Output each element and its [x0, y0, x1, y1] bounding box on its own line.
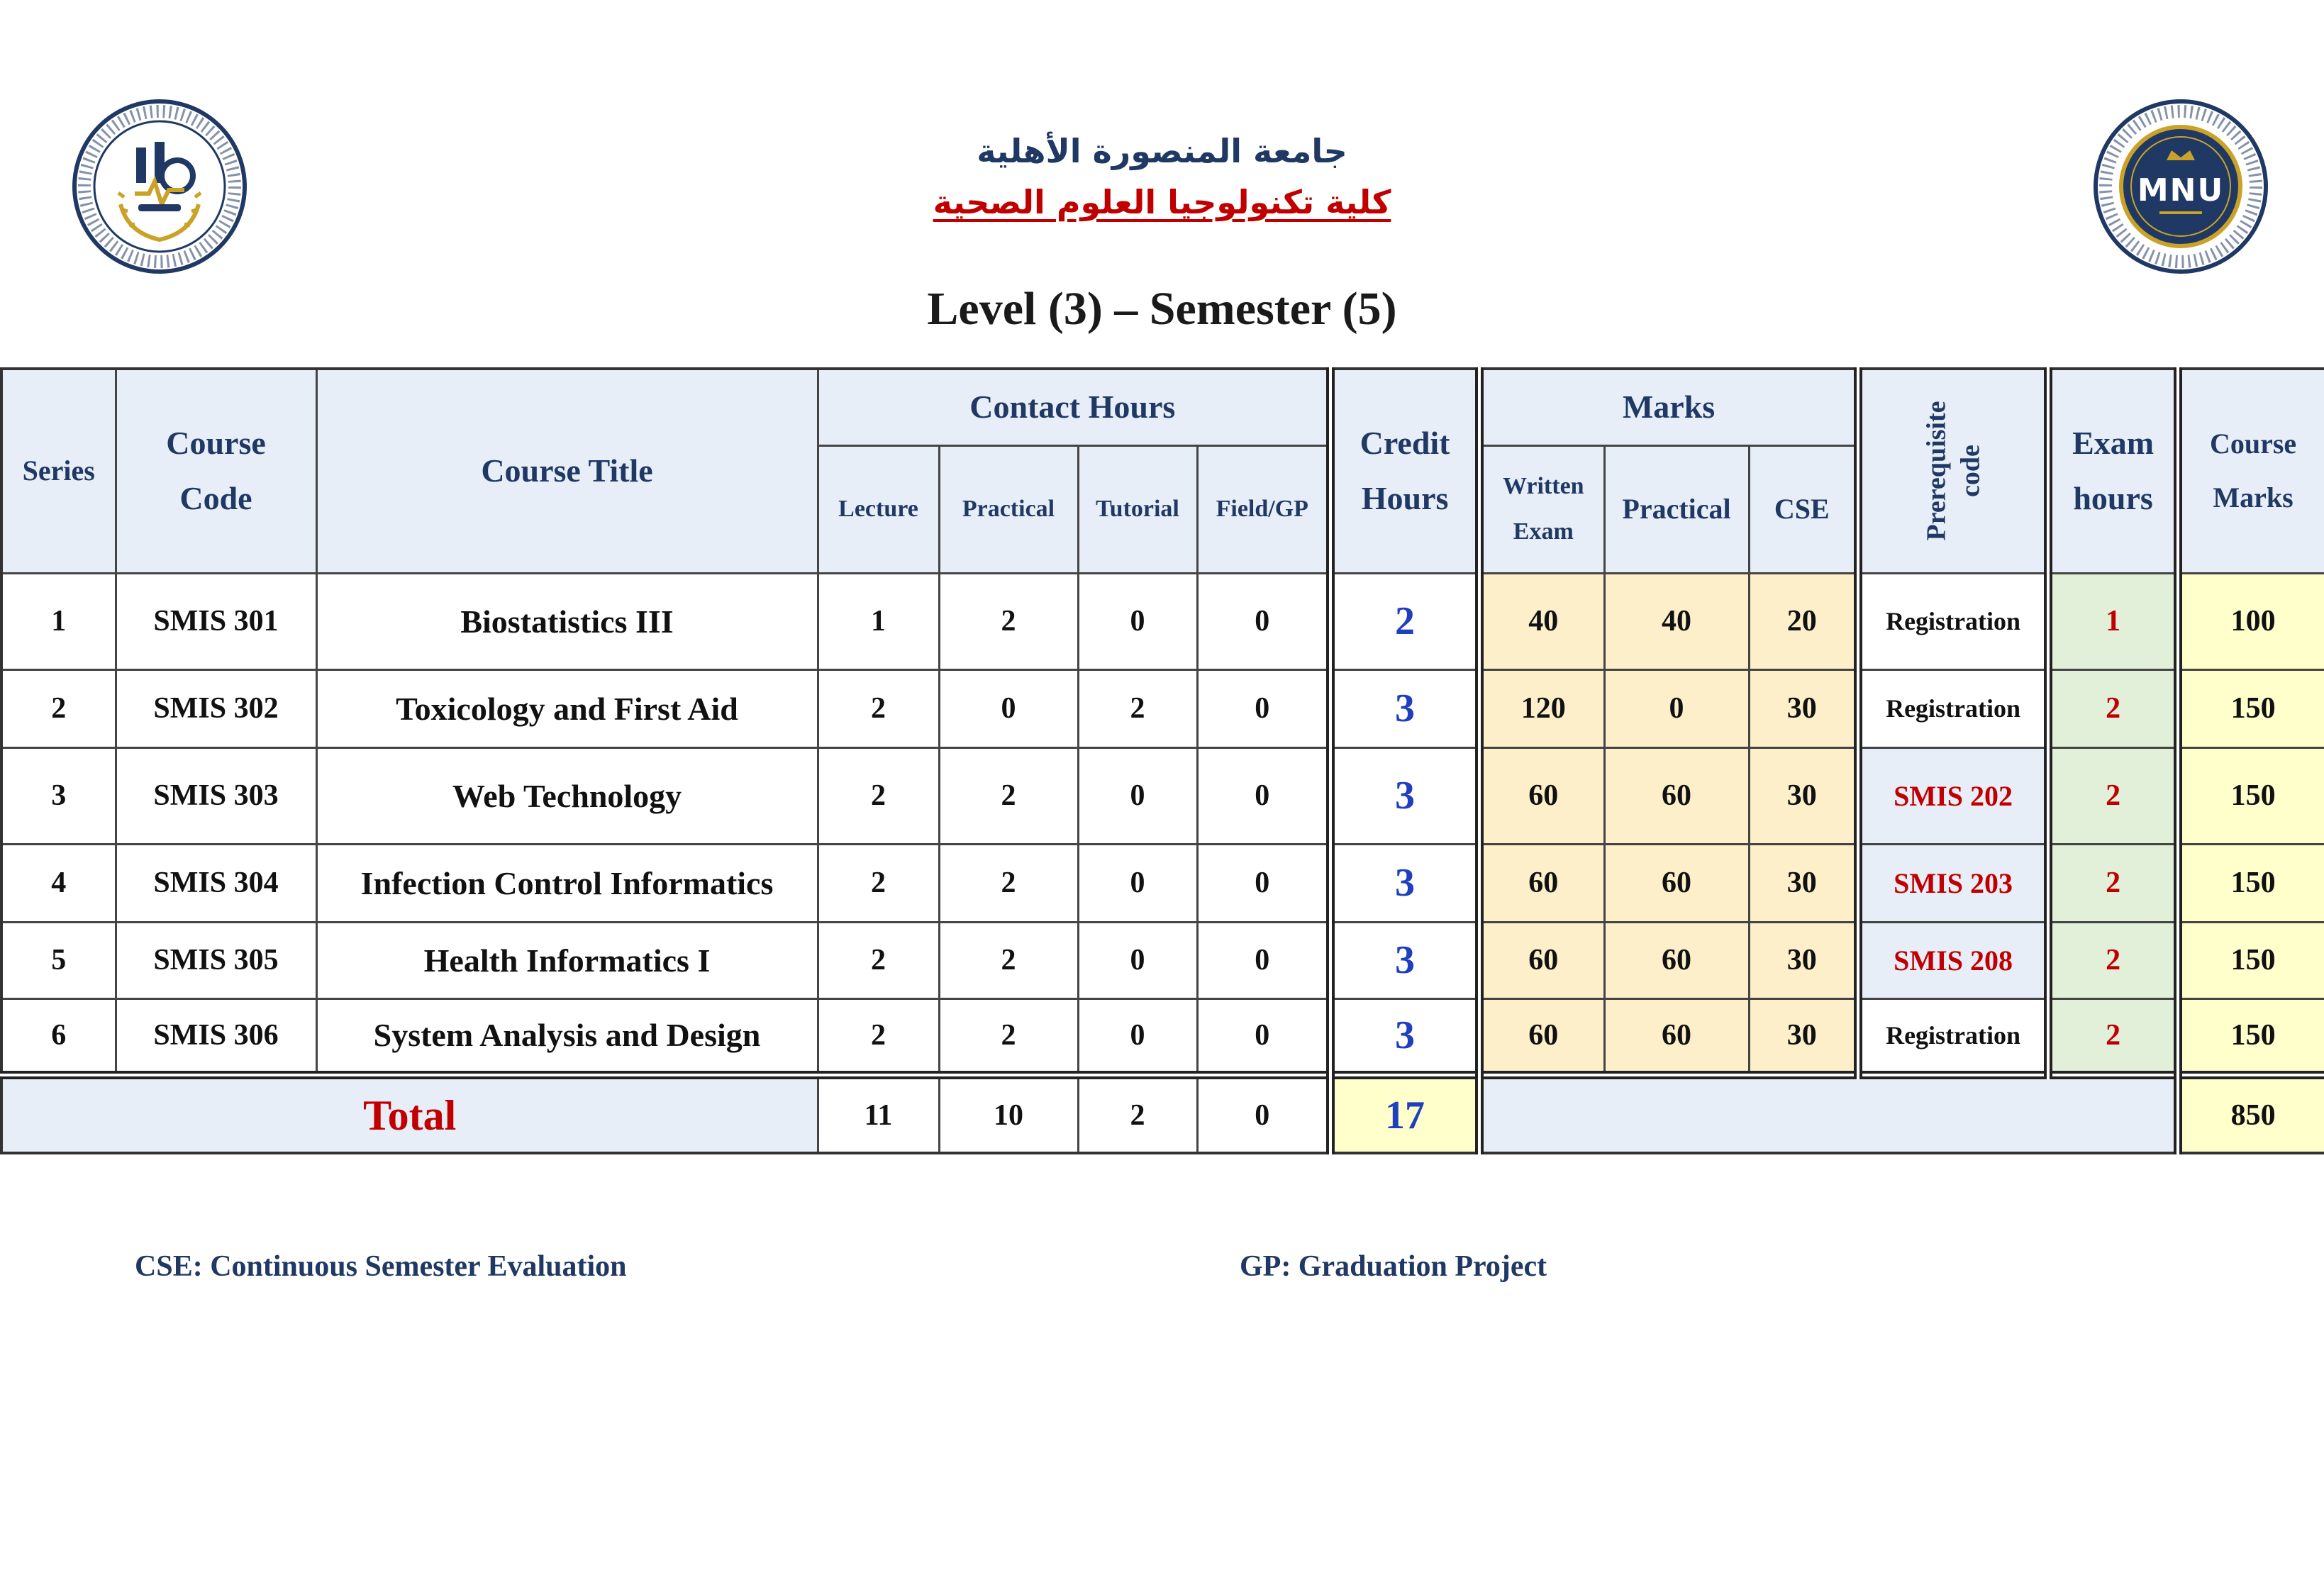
- total-course-marks: 850: [2178, 1075, 2324, 1153]
- faculty-name-text: كلية تكنولوجيا العلوم الصحية: [933, 183, 1391, 221]
- cell-credit-hours: 3: [1330, 844, 1479, 922]
- cell-cse: 30: [1749, 844, 1858, 922]
- table-row: [1, 844, 2324, 922]
- cell-tutorial: 0: [1078, 922, 1197, 998]
- header-course-marks: [2178, 369, 2324, 573]
- cell-marks-practical: 60: [1604, 747, 1749, 844]
- header-field-gp: Field/GP: [1197, 445, 1330, 573]
- header-exam-hours: [2048, 369, 2178, 573]
- cell-course-marks: 150: [2178, 922, 2324, 998]
- total-credit-hours: 17: [1330, 1075, 1479, 1153]
- cell-exam-hours: 2: [2048, 669, 2178, 747]
- cell-lecture: 2: [818, 747, 939, 844]
- cell-prerequisite: SMIS 202: [1858, 747, 2048, 844]
- cell-practical: 2: [939, 573, 1078, 669]
- table-row: [1, 669, 2324, 747]
- cell-prerequisite: Registration: [1858, 573, 2048, 669]
- table-row: [1, 922, 2324, 998]
- header-lecture: Lecture: [818, 445, 939, 573]
- cell-course-code: SMIS 303: [116, 747, 316, 844]
- cell-written-exam: 60: [1479, 998, 1604, 1075]
- study-plan-table: [0, 367, 2324, 1154]
- cell-cse: 30: [1749, 922, 1858, 998]
- total-label: Total: [1, 1075, 818, 1153]
- cell-field-gp: 0: [1197, 669, 1330, 747]
- cell-course-title: Toxicology and First Aid: [316, 669, 818, 747]
- header-contact-hours: Contact Hours: [818, 369, 1330, 445]
- cell-field-gp: 0: [1197, 922, 1330, 998]
- cell-field-gp: 0: [1197, 573, 1330, 669]
- cell-course-code: SMIS 305: [116, 922, 316, 998]
- header-course-code-line2: Code: [179, 480, 252, 517]
- cell-course-title: Infection Control Informatics: [316, 844, 818, 922]
- level-semester-title: Level (3) – Semester (5): [927, 283, 1397, 335]
- cell-series: 1: [1, 573, 116, 669]
- cell-practical: 2: [939, 998, 1078, 1075]
- cell-tutorial: 0: [1078, 573, 1197, 669]
- footnote-cse: CSE: Continuous Semester Evaluation: [135, 1250, 627, 1283]
- cell-field-gp: 0: [1197, 844, 1330, 922]
- cell-prerequisite: SMIS 208: [1858, 922, 2048, 998]
- table-row: [1, 998, 2324, 1075]
- cell-written-exam: 120: [1479, 669, 1604, 747]
- header-prereq-line1: Prerequisite: [1921, 401, 1952, 541]
- cell-marks-practical: 60: [1604, 844, 1749, 922]
- cell-cse: 20: [1749, 573, 1858, 669]
- total-row: [1, 1075, 2324, 1153]
- cell-credit-hours: 3: [1330, 998, 1479, 1075]
- cell-prerequisite: SMIS 203: [1858, 844, 2048, 922]
- cell-written-exam: 60: [1479, 844, 1604, 922]
- header-course-title: Course Title: [316, 369, 818, 573]
- header-marks-practical: Practical: [1604, 445, 1749, 573]
- header-written-line2: Exam: [1513, 518, 1574, 545]
- header-marks: Marks: [1479, 369, 1858, 445]
- cell-course-marks: 150: [2178, 998, 2324, 1075]
- cell-cse: 30: [1749, 669, 1858, 747]
- cell-course-marks: 150: [2178, 747, 2324, 844]
- cell-course-title: System Analysis and Design: [316, 998, 818, 1075]
- header-prereq-line2: code: [1955, 445, 1986, 498]
- table-row: [1, 573, 2324, 669]
- cell-credit-hours: 3: [1330, 669, 1479, 747]
- cell-lecture: 1: [818, 573, 939, 669]
- header-exam-line2: hours: [2073, 480, 2153, 517]
- cell-exam-hours: 2: [2048, 747, 2178, 844]
- cell-course-title: Web Technology: [316, 747, 818, 844]
- cell-tutorial: 0: [1078, 747, 1197, 844]
- cell-tutorial: 0: [1078, 844, 1197, 922]
- cell-series: 5: [1, 922, 116, 998]
- cell-course-marks: 150: [2178, 844, 2324, 922]
- header-practical: Practical: [939, 445, 1078, 573]
- cell-cse: 30: [1749, 998, 1858, 1075]
- cell-course-marks: 100: [2178, 573, 2324, 669]
- header-exam-line1: Exam: [2072, 425, 2155, 462]
- header-prerequisite-rotated: [1919, 401, 1987, 541]
- cell-lecture: 2: [818, 922, 939, 998]
- cell-course-marks: 150: [2178, 669, 2324, 747]
- cell-course-title: Biostatistics III: [316, 573, 818, 669]
- total-lecture: 11: [818, 1075, 939, 1153]
- cell-credit-hours: 2: [1330, 573, 1479, 669]
- cell-exam-hours: 2: [2048, 998, 2178, 1075]
- header-tutorial: Tutorial: [1078, 445, 1197, 573]
- cell-series: 2: [1, 669, 116, 747]
- header-cse: CSE: [1749, 445, 1858, 573]
- cell-exam-hours: 1: [2048, 573, 2178, 669]
- cell-lecture: 2: [818, 669, 939, 747]
- total-blank-cell: [1479, 1075, 2178, 1153]
- faculty-name: [0, 183, 2324, 221]
- header-prerequisite: [1858, 369, 2048, 573]
- cell-series: 6: [1, 998, 116, 1075]
- header-credit-line1: Credit: [1360, 425, 1450, 462]
- cell-marks-practical: 40: [1604, 573, 1749, 669]
- total-practical: 10: [939, 1075, 1078, 1153]
- table-row: [1, 747, 2324, 844]
- mnu-logo-text: MNU: [2137, 172, 2225, 208]
- cell-practical: 2: [939, 922, 1078, 998]
- cell-marks-practical: 60: [1604, 922, 1749, 998]
- cell-practical: 0: [939, 669, 1078, 747]
- cell-course-code: SMIS 302: [116, 669, 316, 747]
- header-written-line1: Written: [1503, 473, 1584, 499]
- cell-course-code: SMIS 306: [116, 998, 316, 1075]
- cell-practical: 2: [939, 844, 1078, 922]
- cell-series: 4: [1, 844, 116, 922]
- cell-written-exam: 60: [1479, 922, 1604, 998]
- header-course-marks-line1: Course: [2209, 428, 2297, 460]
- cell-marks-practical: 60: [1604, 998, 1749, 1075]
- cell-prerequisite: Registration: [1858, 998, 2048, 1075]
- total-field-gp: 0: [1197, 1075, 1330, 1153]
- header-course-code: [116, 369, 316, 573]
- cell-credit-hours: 3: [1330, 922, 1479, 998]
- cell-cse: 30: [1749, 747, 1858, 844]
- cell-practical: 2: [939, 747, 1078, 844]
- cell-prerequisite: Registration: [1858, 669, 2048, 747]
- header-credit-hours: [1330, 369, 1479, 573]
- header-series: Series: [1, 369, 116, 573]
- cell-exam-hours: 2: [2048, 844, 2178, 922]
- cell-tutorial: 0: [1078, 998, 1197, 1075]
- header-course-marks-line2: Marks: [2213, 481, 2294, 514]
- cell-tutorial: 2: [1078, 669, 1197, 747]
- cell-written-exam: 40: [1479, 573, 1604, 669]
- total-tutorial: 2: [1078, 1075, 1197, 1153]
- cell-credit-hours: 3: [1330, 747, 1479, 844]
- cell-field-gp: 0: [1197, 747, 1330, 844]
- cell-lecture: 2: [818, 844, 939, 922]
- cell-course-code: SMIS 301: [116, 573, 316, 669]
- cell-exam-hours: 2: [2048, 922, 2178, 998]
- cell-lecture: 2: [818, 998, 939, 1075]
- cell-series: 3: [1, 747, 116, 844]
- footnote-gp: GP: Graduation Project: [1240, 1250, 1547, 1283]
- cell-course-title: Health Informatics I: [316, 922, 818, 998]
- cell-course-code: SMIS 304: [116, 844, 316, 922]
- cell-written-exam: 60: [1479, 747, 1604, 844]
- header-credit-line2: Hours: [1361, 480, 1449, 517]
- cell-marks-practical: 0: [1604, 669, 1749, 747]
- header-course-code-line1: Course: [166, 425, 266, 462]
- university-name: جامعة المنصورة الأهلية: [977, 132, 1347, 170]
- header-written-exam: [1479, 445, 1604, 573]
- cell-field-gp: 0: [1197, 998, 1330, 1075]
